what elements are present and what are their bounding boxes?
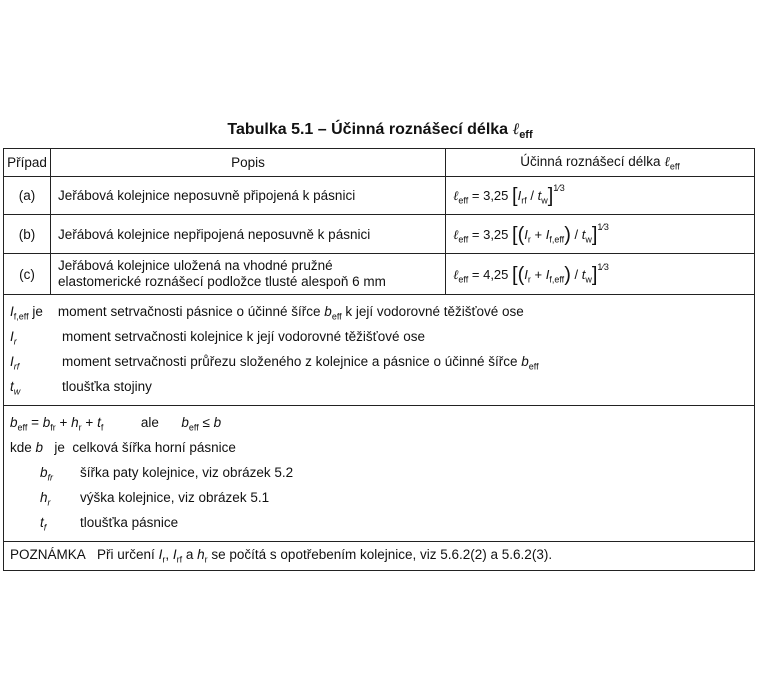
beff-item: $b_{fr}$ šířka paty kolejnice, viz obrázek 5.2 [40, 465, 294, 483]
table-row [4, 215, 755, 254]
caption-sub: eff [519, 129, 533, 142]
row-formula: ℓ$_{eff}$ = 4,25 $[(I_r + I_{f,eff}) / t_w]^{1⁄3}$ [446, 254, 755, 295]
row-description: Jeřábová kolejnice nepřipojená neposuvně k pásnici [51, 215, 446, 254]
header-case: Případ [4, 149, 51, 177]
row-description: Jeřábová kolejnice neposuvně připojená k pásnici [51, 177, 446, 215]
row-case: (a) [4, 177, 51, 215]
caption-text: Tabulka 5.1 – Účinná roznášecí délka [227, 121, 513, 138]
effective-length-table [3, 148, 755, 571]
header-row [4, 149, 755, 177]
note-row: POZNÁMKA Při určení $I_r$, $I_{rf}$ a $h_r$ se počítá s opotřebením kolejnice, viz 5.6.2(2) a 5.6.2(3). [4, 542, 755, 571]
row-formula: ℓ$_{eff}$ = 3,25 $[I_{rf} / t_w]^{1⁄3}$ [446, 177, 755, 215]
header-description: Popis [51, 149, 446, 177]
caption-symbol: ℓ [512, 119, 520, 138]
beff-where: kde b je celková šířka horní pásnice [10, 440, 236, 455]
definitions-block [4, 295, 755, 406]
note-label: POZNÁMKA [10, 547, 86, 563]
row-case: (c) [4, 254, 51, 295]
beff-equation: $b_{eff} = b_{fr} + h_r + t_f$ ale $b_{eff} \le b$ [10, 415, 222, 433]
table-row [4, 177, 755, 215]
def-line: $I_r$ moment setrvačnosti kolejnice k její vodorovné těžišťové ose [10, 329, 425, 347]
def-line: $t_w$ tloušťka stojiny [10, 379, 152, 397]
def-line: $I_{f,eff}$ je moment setrvačnosti pásnice o účinné šířce $b_{eff}$ k její vodorovné těžišťové ose [10, 304, 524, 322]
table-caption [0, 119, 760, 141]
beff-block [4, 406, 755, 542]
row-case: (b) [4, 215, 51, 254]
def-line: $I_{rf}$ moment setrvačnosti průřezu složeného z kolejnice a pásnice o účinné šířce $b_{eff}$ [10, 354, 539, 372]
table-row [4, 254, 755, 295]
row-formula: ℓ$_{eff}$ = 3,25 $[(I_r + I_{f,eff}) / t_w]^{1⁄3}$ [446, 215, 755, 254]
beff-item: $t_f$ tloušťka pásnice [40, 515, 179, 533]
row-description: Jeřábová kolejnice uložená na vhodné pružné elastomerické roznášecí podložce tlusté alespoň 6 mm [51, 254, 446, 295]
header-length: Účinná roznášecí délka ℓ$_{eff}$ [446, 149, 755, 177]
beff-item: $h_r$ výška kolejnice, viz obrázek 5.1 [40, 490, 270, 508]
